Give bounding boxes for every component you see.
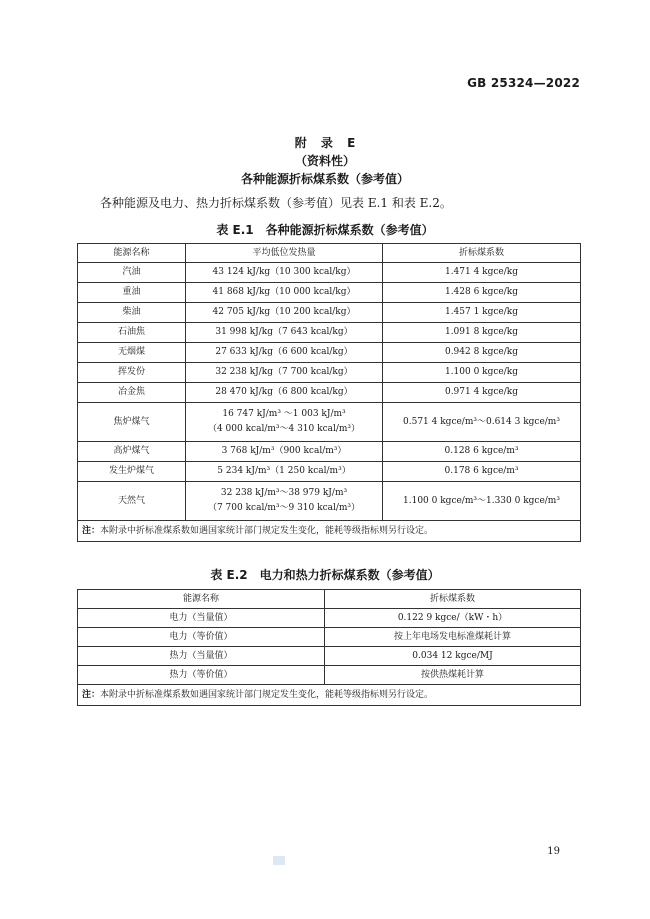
appendix-name: 各种能源折标煤系数（参考值）	[240, 172, 409, 186]
standard-number: GB 25324—2022	[467, 76, 580, 90]
table-row	[78, 647, 581, 666]
coefficient-cell: 0.034 12 kgce/MJ	[325, 647, 581, 666]
heat-value-line: 32 238 kJ/kg（7 700 kcal/kg）	[215, 367, 353, 377]
heat-value-line: （7 700 kcal/m³～9 310 kcal/m³）	[207, 503, 361, 513]
heat-value-line: 27 633 kJ/kg（6 600 kcal/kg）	[215, 347, 353, 357]
table-e1	[77, 243, 581, 542]
table-row	[78, 462, 581, 482]
heat-value-line: 43 124 kJ/kg（10 300 kcal/kg）	[212, 267, 356, 277]
table-e2-caption: 表 E.2 电力和热力折标煤系数（参考值）	[210, 568, 440, 582]
header-energy-name: 能源名称	[78, 244, 186, 263]
table-e1-caption: 表 E.1 各种能源折标煤系数（参考值）	[216, 223, 434, 237]
table-row	[78, 442, 581, 462]
table-row	[78, 303, 581, 323]
coefficient-cell: 0.971 4 kgce/kg	[383, 383, 581, 403]
energy-name-cell: 天然气	[78, 482, 186, 521]
energy-name-cell: 冶金焦	[78, 383, 186, 403]
header-coefficient: 折标煤系数	[325, 590, 581, 609]
table-row	[78, 363, 581, 383]
energy-name-cell: 电力（当量值）	[78, 609, 325, 628]
energy-name-cell: 焦炉煤气	[78, 403, 186, 442]
coefficient-cell: 0.122 9 kgce/（kW・h）	[325, 609, 581, 628]
appendix-type: （资料性）	[294, 154, 355, 168]
table-header-row	[78, 244, 581, 263]
watermark-mark	[273, 856, 285, 865]
table-e2	[77, 589, 581, 706]
note-label: 注：	[82, 689, 101, 700]
table-note	[78, 685, 581, 706]
energy-name-cell: 电力（等价值）	[78, 628, 325, 647]
table-note	[78, 521, 581, 542]
coefficient-cell: 0.128 6 kgce/m³	[383, 442, 581, 462]
heat-value-line: 41 868 kJ/kg（10 000 kcal/kg）	[212, 287, 356, 297]
header-heat-value: 平均低位发热量	[186, 244, 383, 263]
table-row	[78, 666, 581, 685]
heat-value-line: 5 234 kJ/m³（1 250 kcal/m³）	[217, 466, 351, 476]
heat-value-cell	[186, 383, 383, 403]
heat-value-cell	[186, 363, 383, 383]
heat-value-cell	[186, 283, 383, 303]
heat-value-line: 32 238 kJ/m³～38 979 kJ/m³	[220, 488, 348, 498]
table-row	[78, 383, 581, 403]
coefficient-cell: 1.457 1 kgce/kg	[383, 303, 581, 323]
heat-value-line: 28 470 kJ/kg（6 800 kcal/kg）	[215, 387, 353, 397]
table-note-row	[78, 521, 581, 542]
note-text: 本附录中折标准煤系数如遇国家统计部门规定发生变化，能耗等级指标则另行设定。	[100, 525, 434, 536]
coefficient-cell: 按上年电场发电标准煤耗计算	[325, 628, 581, 647]
energy-name-cell: 发生炉煤气	[78, 462, 186, 482]
energy-name-cell: 高炉煤气	[78, 442, 186, 462]
energy-name-cell: 挥发份	[78, 363, 186, 383]
table-row	[78, 283, 581, 303]
heat-value-line: 3 768 kJ/m³（900 kcal/m³）	[221, 446, 347, 456]
coefficient-cell: 0.942 8 kgce/kg	[383, 343, 581, 363]
table-row	[78, 323, 581, 343]
table-row	[78, 609, 581, 628]
coefficient-cell: 1.091 8 kgce/kg	[383, 323, 581, 343]
page-number: 19	[547, 846, 560, 857]
heat-value-line: （4 000 kcal/m³～4 310 kcal/m³）	[207, 424, 361, 434]
energy-name-cell: 重油	[78, 283, 186, 303]
table-note-row	[78, 685, 581, 706]
coefficient-cell: 1.100 0 kgce/kg	[383, 363, 581, 383]
table-row	[78, 263, 581, 283]
heat-value-cell	[186, 462, 383, 482]
energy-name-cell: 石油焦	[78, 323, 186, 343]
table-row	[78, 628, 581, 647]
energy-name-cell: 无烟煤	[78, 343, 186, 363]
energy-name-cell: 热力（等价值）	[78, 666, 325, 685]
energy-name-cell: 热力（当量值）	[78, 647, 325, 666]
heat-value-line: 31 998 kJ/kg（7 643 kcal/kg）	[215, 327, 353, 337]
appendix-title: 附 录 E	[294, 136, 356, 150]
coefficient-cell: 0.178 6 kgce/m³	[383, 462, 581, 482]
intro-paragraph: 各种能源及电力、热力折标煤系数（参考值）见表 E.1 和表 E.2。	[100, 196, 452, 210]
energy-name-cell: 汽油	[78, 263, 186, 283]
header-energy-name: 能源名称	[78, 590, 325, 609]
heat-value-cell	[186, 343, 383, 363]
note-text: 本附录中折标准煤系数如遇国家统计部门规定发生变化，能耗等级指标则另行设定。	[100, 689, 434, 700]
heat-value-cell	[186, 482, 383, 521]
coefficient-cell: 1.428 6 kgce/kg	[383, 283, 581, 303]
heat-value-line: 16 747 kJ/m³ ～1 003 kJ/m³	[222, 409, 346, 419]
table-header-row	[78, 590, 581, 609]
table-row	[78, 403, 581, 442]
heat-value-cell	[186, 442, 383, 462]
coefficient-cell: 按供热煤耗计算	[325, 666, 581, 685]
coefficient-cell: 1.471 4 kgce/kg	[383, 263, 581, 283]
heat-value-cell	[186, 323, 383, 343]
heat-value-cell	[186, 403, 383, 442]
heat-value-cell	[186, 263, 383, 283]
heat-value-line: 42 705 kJ/kg（10 200 kcal/kg）	[212, 307, 356, 317]
coefficient-cell: 1.100 0 kgce/m³～1.330 0 kgce/m³	[383, 482, 581, 521]
heat-value-cell	[186, 303, 383, 323]
note-label: 注：	[82, 525, 101, 536]
energy-name-cell: 柴油	[78, 303, 186, 323]
table-row	[78, 482, 581, 521]
coefficient-cell: 0.571 4 kgce/m³～0.614 3 kgce/m³	[383, 403, 581, 442]
table-row	[78, 343, 581, 363]
header-coefficient: 折标煤系数	[383, 244, 581, 263]
